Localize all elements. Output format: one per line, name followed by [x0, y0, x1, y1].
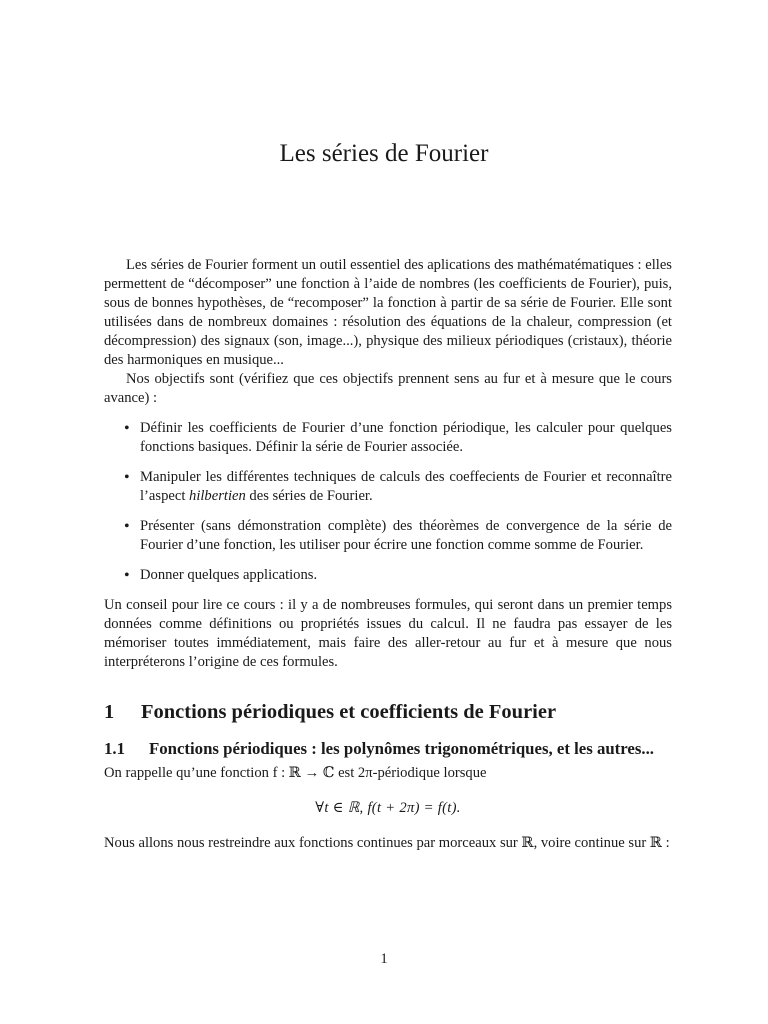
intro-paragraph: Les séries de Fourier forment un outil essentiel des aplications des mathématématiques : elles permettent de “décomposer” une fonction à l’aide de nombres (les coefficients de Fourier), puis, sous de bonnes hypothèses, de “recomposer” la fonction à partir de sa série de Fourier. Elle sont utilisées dans de nombreux domaines : résolution des équations de la chaleur, compression (et décompression) des signaux (son, image...), physique des milieux périodiques (cristaux), théorie des harmoniques en musique...	[104, 257, 672, 368]
advice-paragraph: Un conseil pour lire ce cours : il y a de nombreuses formules, qui seront dans un premier temps données comme définitions ou propriétés issues du calcul. Il ne faudra pas essayer de les mémoriser toutes immédiatement, mais faire des aller-retour au fur et à mesure que nous interpréterons l’origine de ces formules.	[104, 597, 672, 670]
list-item	[104, 566, 672, 585]
list-item	[104, 517, 672, 555]
objectives-list	[104, 419, 672, 585]
definition-sentence: On rappelle qu’une fonction f : ℝ → ℂ est 2π-périodique lorsque	[104, 765, 487, 781]
objective-emphasis: hilbertien	[189, 488, 246, 504]
section-heading	[104, 699, 672, 725]
objective-text-1: Définir les coefficients de Fourier d’une fonction périodique, les calculer pour quelques fonctions basiques. Définir la série de Fourier associée.	[140, 420, 672, 455]
periodicity-equation: ∀t ∈ ℝ, f(t + 2π) = f(t).	[315, 800, 461, 816]
subsection-title: Fonctions périodiques : les polynômes trigonométriques, et les autres...	[149, 739, 654, 758]
subsection-heading	[104, 738, 672, 760]
section-title: Fonctions périodiques et coefficients de Fourier	[141, 701, 557, 723]
objective-text-2a: Manipuler les différentes techniques de calculs des coeffecients de Fourier et reconnaître l’aspect	[140, 469, 672, 504]
page-number: 1	[380, 951, 388, 967]
objective-text-4: Donner quelques applications.	[140, 567, 318, 583]
objective-text-3: Présenter (sans démonstration complète) des théorèmes de convergence de la série de Fourier d’une fonction, les utiliser pour écrire une fonction comme somme de Fourier.	[140, 518, 672, 553]
section-number: 1	[104, 701, 115, 723]
list-item	[104, 468, 672, 506]
document-body	[104, 256, 672, 853]
subsection-number: 1.1	[104, 739, 125, 758]
list-item	[104, 419, 672, 457]
objectives-intro: Nos objectifs sont (vérifiez que ces objectifs prennent sens au fur et à mesure que le cours avance) :	[104, 371, 672, 406]
restriction-sentence: Nous allons nous restreindre aux fonctions continues par morceaux sur ℝ, voire continue sur ℝ :	[104, 835, 670, 851]
document-title: Les séries de Fourier	[279, 140, 489, 167]
objective-text-2b: des séries de Fourier.	[245, 488, 373, 504]
